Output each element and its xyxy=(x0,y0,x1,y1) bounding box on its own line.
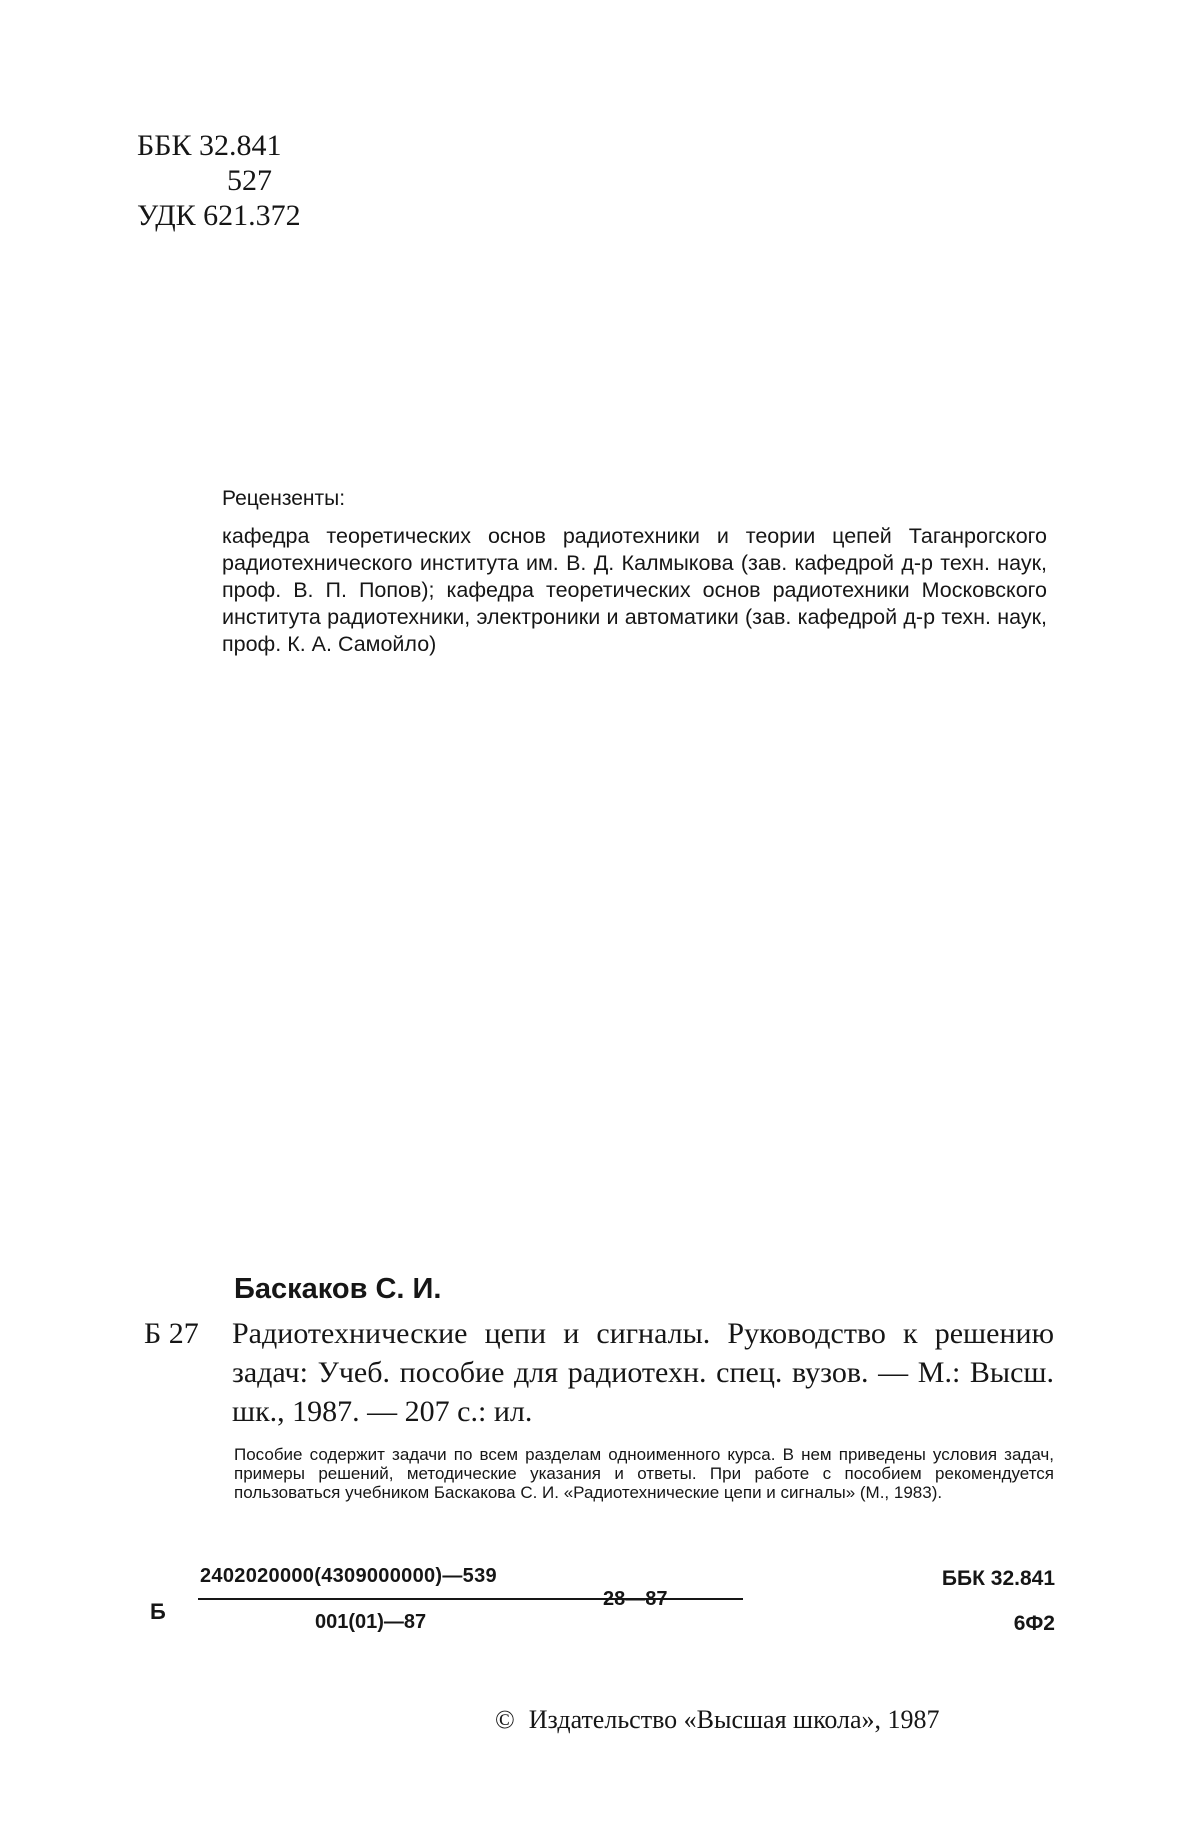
biblio-denominator: 001(01)—87 xyxy=(315,1611,427,1633)
biblio-series: 28—87 xyxy=(603,1588,668,1610)
reviewers-text: кафедра теоретических основ радиотехники и теории цепей Таганрогского радиотехнического института им. В. Д. Калмыкова (зав. кафедрой д-р техн. наук, проф. В. П. Попов); кафедра теоретических основ радиотехники Московского института радиотехники, электроники и автоматики (зав. кафедрой д-р техн. наук, проф. К. А. Самойло) xyxy=(222,524,1047,656)
reviewers-block xyxy=(222,487,1047,658)
copyright-icon: © xyxy=(495,1705,515,1734)
author-name: Баскаков С. И. xyxy=(234,1273,442,1305)
book-title: Радиотехнические цепи и сигналы. Руководство к решению задач: Учеб. пособие для радиотехн. спец. вузов. — М.: Высш. шк., 1987. — 207 с.: ил. xyxy=(232,1317,1054,1428)
reviewers-heading: Рецензенты: xyxy=(222,487,346,510)
catalog-code: Б 27 xyxy=(144,1317,199,1350)
classification-codes xyxy=(137,128,301,233)
bbk-code: ББК 32.841 xyxy=(137,129,282,162)
biblio-index: 6Ф2 xyxy=(1013,1612,1055,1635)
biblio-bbk: ББК 32.841 xyxy=(941,1567,1055,1590)
biblio-numerator: 2402020000(4309000000)—539 xyxy=(200,1565,497,1587)
copyright-text: Издательство «Высшая школа», 1987 xyxy=(528,1705,940,1734)
author-mark: 527 xyxy=(227,164,272,197)
title-row xyxy=(144,1314,1054,1431)
catalog-entry xyxy=(144,1273,1054,1502)
copyright-line xyxy=(495,1705,940,1735)
biblio-letter: Б xyxy=(150,1599,166,1624)
annotation-text: Пособие содержит задачи по всем разделам одноименного курса. В нем приведены условия задач, примеры решений, методические указания и ответы. При работе с пособием рекомендуется пользоваться учебником Баскакова С. И. «Радиотехнические цепи и сигналы» (М., 1983). xyxy=(234,1445,1054,1502)
udk-code: УДК 621.372 xyxy=(137,199,301,232)
bibliographic-line xyxy=(150,1565,1055,1675)
